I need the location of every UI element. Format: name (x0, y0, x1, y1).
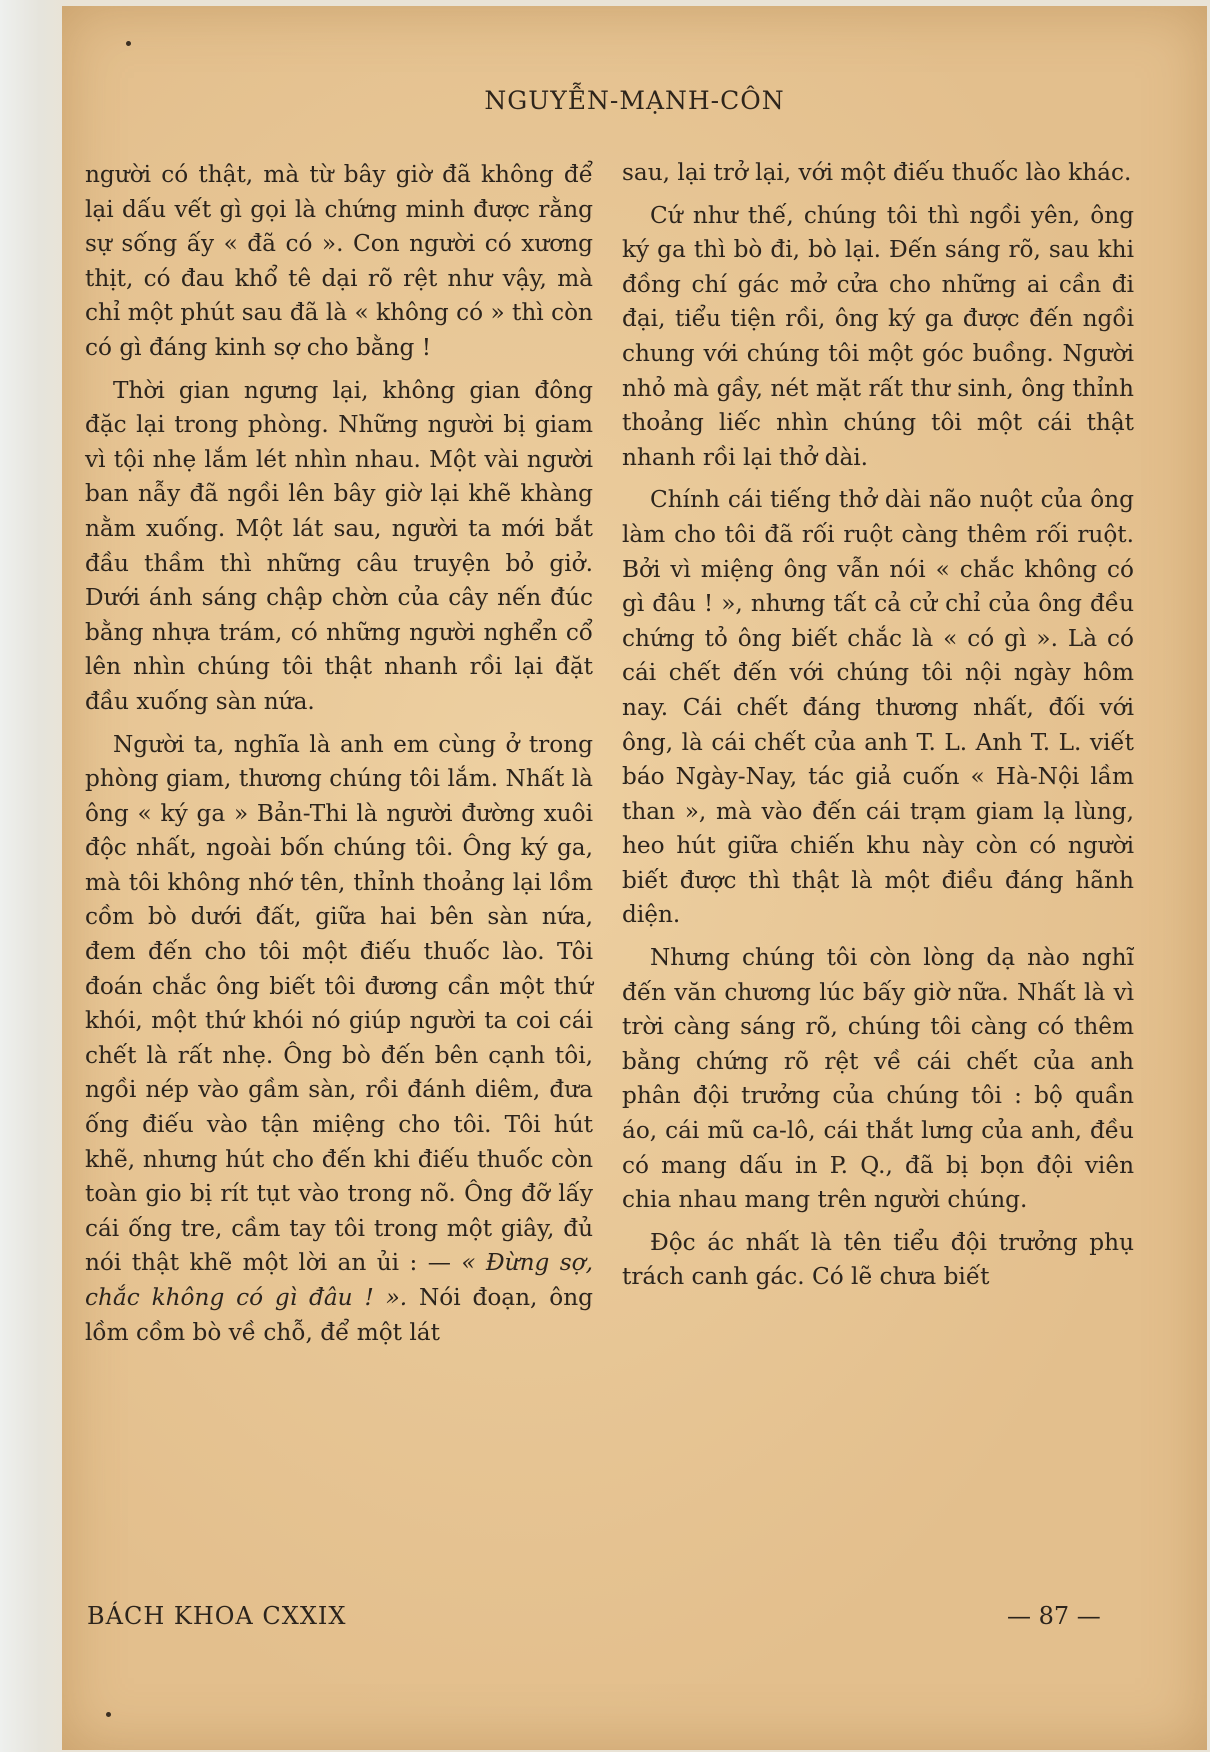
paragraph-tail: Nói đoạn, ông lồm cồm bò về chỗ, để một lát (85, 1284, 594, 1346)
paragraph: người có thật, mà từ bây giờ đã không để lại dấu vết gì gọi là chứng minh được rằng sự sống ấy « đã có ». Con người có xương thịt, có đau khổ tê dại rõ rệt như vậy, mà chỉ một phút sau đã là « không có » thì còn có gì đáng kinh sợ cho bằng ! (85, 161, 593, 361)
paragraph: Độc ác nhất là tên tiểu đội trưởng phụ trách canh gác. Có lẽ chưa biết (622, 1228, 1134, 1291)
running-title: NGUYỄN-MẠNH-CÔN (484, 86, 785, 115)
quote-italic: « Đừng sợ, chắc không có gì đâu ! ». (85, 1249, 594, 1311)
book-page (62, 6, 1207, 1750)
ink-speck (106, 1712, 111, 1717)
journal-footer: BÁCH KHOA CXXIX (87, 1602, 347, 1630)
left-column (85, 158, 593, 1358)
paragraph: Nhưng chúng tôi còn lòng dạ nào nghĩ đến văn chương lúc bấy giờ nữa. Nhất là vì trời càng sáng rõ, chúng tôi càng có thêm bằng chứng rõ rệt về cái chết của anh phân đội trưởng của chúng tôi : bộ quần áo, cái mũ ca-lô, cái thắt lưng của anh, đều có mang dấu in P. Q., đã bị bọn đội viên chia nhau mang trên người chúng. (622, 944, 1134, 1214)
paragraph: sau, lại trở lại, với một điếu thuốc lào khác. (622, 159, 1132, 186)
page-number: — 87 — (1007, 1602, 1101, 1630)
paragraph: Chính cái tiếng thở dài não nuột của ông làm cho tôi đã rối ruột càng thêm rối ruột. Bởi vì miệng ông vẫn nói « chắc không có gì đâu ! », nhưng tất cả cử chỉ của ông đều chứng tỏ ông biết chắc là « có gì ». Là có cái chết đến với chúng tôi nội ngày hôm nay. Cái chết đáng thương nhất, đối với ông, là cái chết của anh T. L. Anh T. L. viết báo Ngày-Nay, tác giả cuốn « Hà-Nội lầm than », mà vào đến cái trạm giam lạ lùng, heo hút giữa chiến khu này còn có người biết được thì thật là một điều đáng hãnh diện. (622, 486, 1134, 929)
paragraph (85, 728, 593, 1351)
right-column (622, 156, 1134, 1303)
paragraph: Thời gian ngưng lại, không gian đông đặc lại trong phòng. Những người bị giam vì tội nhẹ lắm lét nhìn nhau. Một vài người ban nẫy đã ngồi lên bây giờ lại khẽ khàng nằm xuống. Một lát sau, người ta mới bắt đầu thầm thì những câu truyện bỏ giở. Dưới ánh sáng chập chờn của cây nến đúc bằng nhựa trám, có những người nghển cổ lên nhìn chúng tôi thật nhanh rồi lại đặt đầu xuống sàn nứa. (85, 376, 593, 715)
ink-speck (126, 41, 131, 46)
paragraph-text: Người ta, nghĩa là anh em cùng ở trong phòng giam, thương chúng tôi lắm. Nhất là ông « ký ga » Bản-Thi là người đường xuôi độc nhất, ngoài bốn chúng tôi. Ông ký ga, mà tôi không nhớ tên, thỉnh thoảng lại lồm cồm bò dưới đất, giữa hai bên sàn nứa, đem đến cho tôi một điếu thuốc lào. Tôi đoán chắc ông biết tôi đương cần một thứ khói, một thứ khói nó giúp người ta coi cái chết là rất nhẹ. Ông bò đến bên cạnh tôi, ngồi nép vào gầm sàn, rồi đánh diêm, đưa ống điếu vào tận miệng cho tôi. Tôi hút khẽ, nhưng hút cho đến khi điếu thuốc còn toàn gio bị rít tụt vào trong nõ. Ông đỡ lấy cái ống tre, cầm tay tôi trong một giây, đủ nói thật khẽ một lời an ủi : — (85, 730, 593, 1277)
paragraph: Cứ như thế, chúng tôi thì ngồi yên, ông ký ga thì bò đi, bò lại. Đến sáng rõ, sau khi đồng chí gác mở cửa cho những ai cần đi đại, tiểu tiện rồi, ông ký ga được đến ngồi chung với chúng tôi một góc buồng. Người nhỏ mà gầy, nét mặt rất thư sinh, ông thỉnh thoảng liếc nhìn chúng tôi một cái thật nhanh rồi lại thở dài. (622, 201, 1134, 471)
